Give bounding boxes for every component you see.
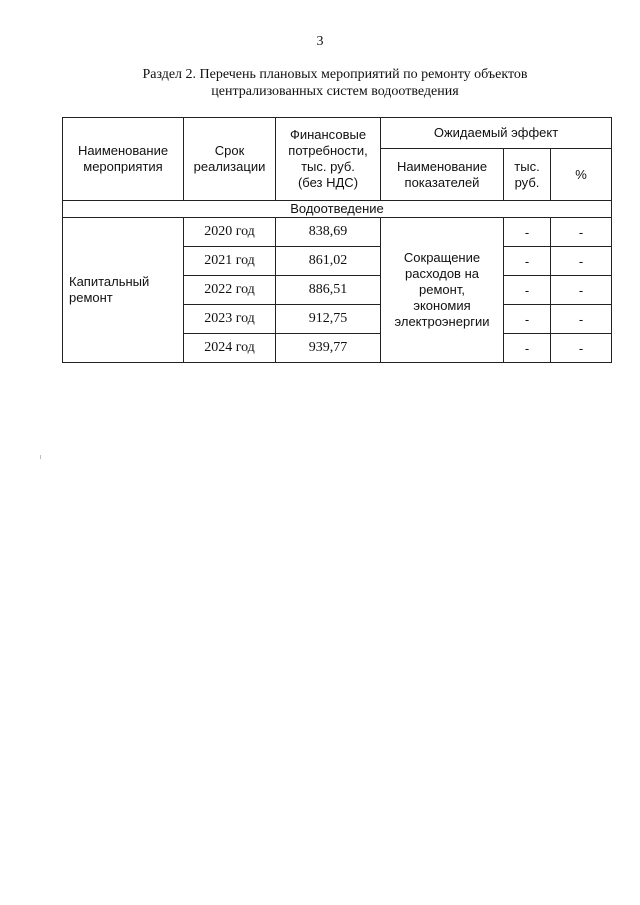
section-row: [63, 201, 612, 218]
amount-cell: 861,02: [276, 247, 381, 276]
rub-cell: -: [504, 334, 551, 363]
section-title: [60, 66, 610, 100]
percent-cell: -: [551, 218, 612, 247]
page-number: 3: [316, 34, 324, 49]
amount-cell: 838,69: [276, 218, 381, 247]
amount-cell: 886,51: [276, 276, 381, 305]
header-expected-effect: Ожидаемый эффект: [381, 118, 612, 149]
year-cell: 2020 год: [184, 218, 276, 247]
header-activity-name: Наименование мероприятия: [63, 118, 184, 201]
year-cell: 2021 год: [184, 247, 276, 276]
activity-name: Капитальный ремонт: [63, 218, 184, 363]
header-thousand-rub: тыс. руб.: [504, 149, 551, 201]
amount-cell: 912,75: [276, 305, 381, 334]
year-cell: 2022 год: [184, 276, 276, 305]
header-term: Срок реализации: [184, 118, 276, 201]
percent-cell: -: [551, 334, 612, 363]
rub-cell: -: [504, 276, 551, 305]
header-row-1: [63, 118, 612, 149]
scan-speck: [40, 455, 41, 459]
percent-cell: -: [551, 276, 612, 305]
header-indicators: Наименование показателей: [381, 149, 504, 201]
table-row: [63, 218, 612, 247]
activities-table: [62, 117, 612, 363]
header-percent: %: [551, 149, 612, 201]
effect-description: Сокращение расходов на ремонт, экономия электроэнергии: [381, 218, 504, 363]
rub-cell: -: [504, 305, 551, 334]
section-title-line-2: централизованных систем водоотведения: [211, 84, 459, 99]
section-label: Водоотведение: [63, 201, 612, 218]
rub-cell: -: [504, 247, 551, 276]
section-title-line-1: Раздел 2. Перечень плановых мероприятий по ремонту объектов: [142, 67, 528, 82]
percent-cell: -: [551, 247, 612, 276]
year-cell: 2023 год: [184, 305, 276, 334]
amount-cell: 939,77: [276, 334, 381, 363]
rub-cell: -: [504, 218, 551, 247]
header-finance: Финансовые потребности, тыс. руб. (без НДС): [276, 118, 381, 201]
year-cell: 2024 год: [184, 334, 276, 363]
percent-cell: -: [551, 305, 612, 334]
